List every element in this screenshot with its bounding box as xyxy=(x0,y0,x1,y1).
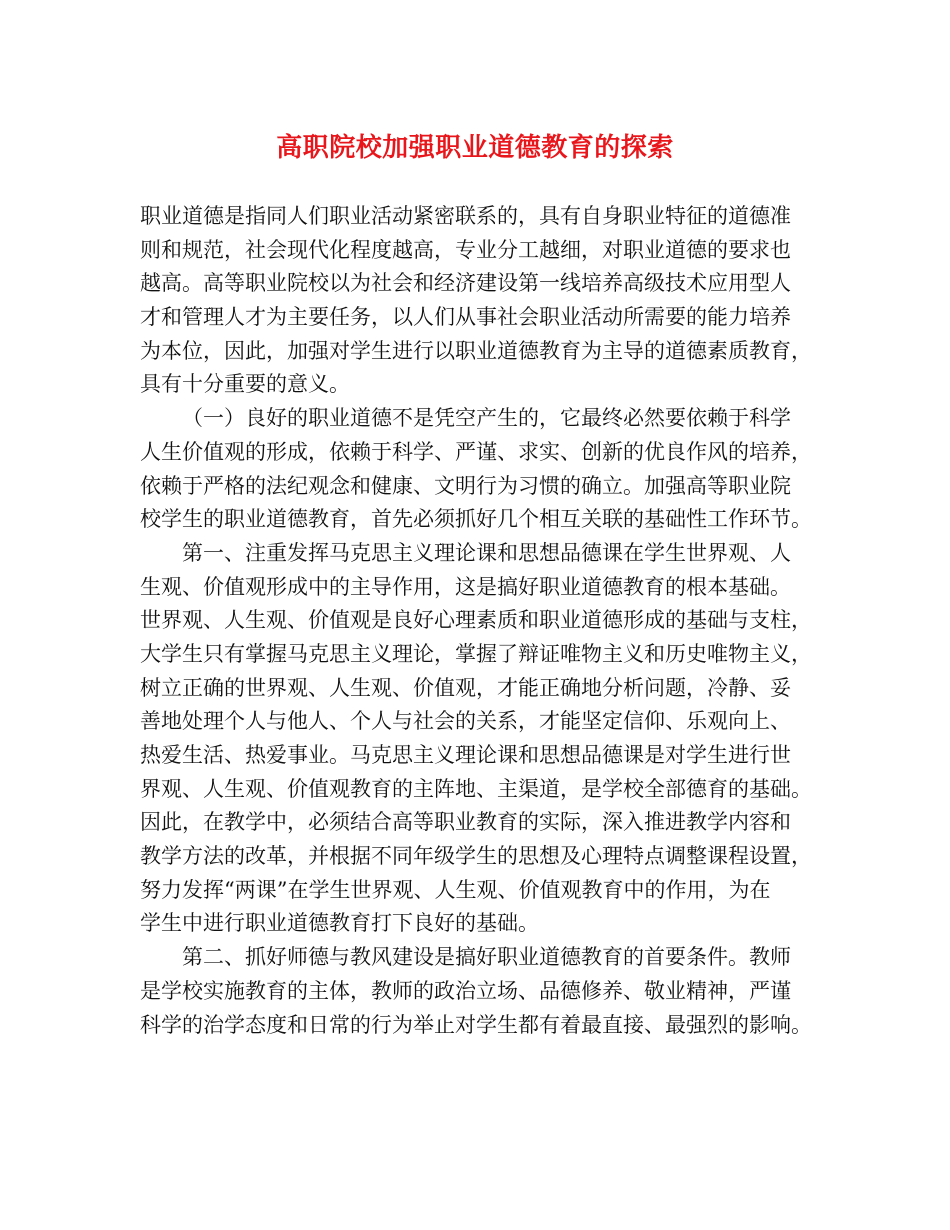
text-line: 大学生只有掌握马克思主义理论，掌握了辩证唯物主义和历史唯物主义， xyxy=(140,641,812,666)
text-line: 树立正确的世界观、人生观、价值观，才能正确地分析问题，冷静、妥 xyxy=(140,675,791,700)
text-line: 教学方法的改革，并根据不同年级学生的思想及心理特点调整课程设置， xyxy=(140,844,812,869)
text-line: 依赖于严格的法纪观念和健康、文明行为习惯的确立。加强高等职业院 xyxy=(140,473,791,498)
text-line: 则和规范，社会现代化程度越高，专业分工越细，对职业道德的要求也 xyxy=(140,237,791,262)
text-line: 第二、抓好师德与教风建设是搞好职业道德教育的首要条件。教师 xyxy=(182,945,791,970)
text-line: 职业道德是指同人们职业活动紧密联系的，具有自身职业特征的道德准 xyxy=(140,204,791,228)
text-line: （一）良好的职业道德不是凭空产生的，它最终必然要依赖于科学 xyxy=(182,406,791,431)
text-line: 热爱生活、热爱事业。马克思主义理论课和思想品德课是对学生进行世 xyxy=(140,743,791,767)
text-line: 学生中进行职业道德教育打下良好的基础。 xyxy=(140,911,539,936)
text-line: 是学校实施教育的主体，教师的政治立场、品德修养、敬业精神，严谨 xyxy=(140,978,791,1003)
text-line: 第一、注重发挥马克思主义理论课和思想品德课在学生世界观、人 xyxy=(182,540,791,565)
text-line: 科学的治学态度和日常的行为举止对学生都有着最直接、最强烈的影响。 xyxy=(140,1012,812,1037)
text-line: 人生价值观的形成，依赖于科学、严谨、求实、创新的优良作风的培养， xyxy=(140,439,812,464)
text-line: 越高。高等职业院校以为社会和经济建设第一线培养高级技术应用型人 xyxy=(140,271,791,296)
text-line: 具有十分重要的意义。 xyxy=(140,372,350,397)
document-title: 高职院校加强职业道德教育的探索 xyxy=(276,133,674,163)
text-line: 生观、价值观形成中的主导作用，这是搞好职业道德教育的根本基础。 xyxy=(140,574,791,599)
text-line: 界观、人生观、价值观教育的主阵地、主渠道，是学校全部德育的基础。 xyxy=(140,776,812,801)
text-line: 世界观、人生观、价值观是良好心理素质和职业道德形成的基础与支柱， xyxy=(140,608,812,633)
text-line: 才和管理人才为主要任务，以人们从事社会职业活动所需要的能力培养 xyxy=(140,305,791,330)
document-body xyxy=(140,200,824,1042)
text-line: 努力发挥“两课”在学生世界观、人生观、价值观教育中的作用，为在 xyxy=(140,877,771,902)
text-line: 因此，在教学中，必须结合高等职业教育的实际，深入推进教学内容和 xyxy=(140,810,791,835)
text-line: 为本位，因此，加强对学生进行以职业道德教育为主导的道德素质教育， xyxy=(140,338,812,363)
text-line: 善地处理个人与他人、个人与社会的关系，才能坚定信仰、乐观向上、 xyxy=(140,709,791,734)
text-line: 校学生的职业道德教育，首先必须抓好几个相互关联的基础性工作环节。 xyxy=(140,507,812,532)
